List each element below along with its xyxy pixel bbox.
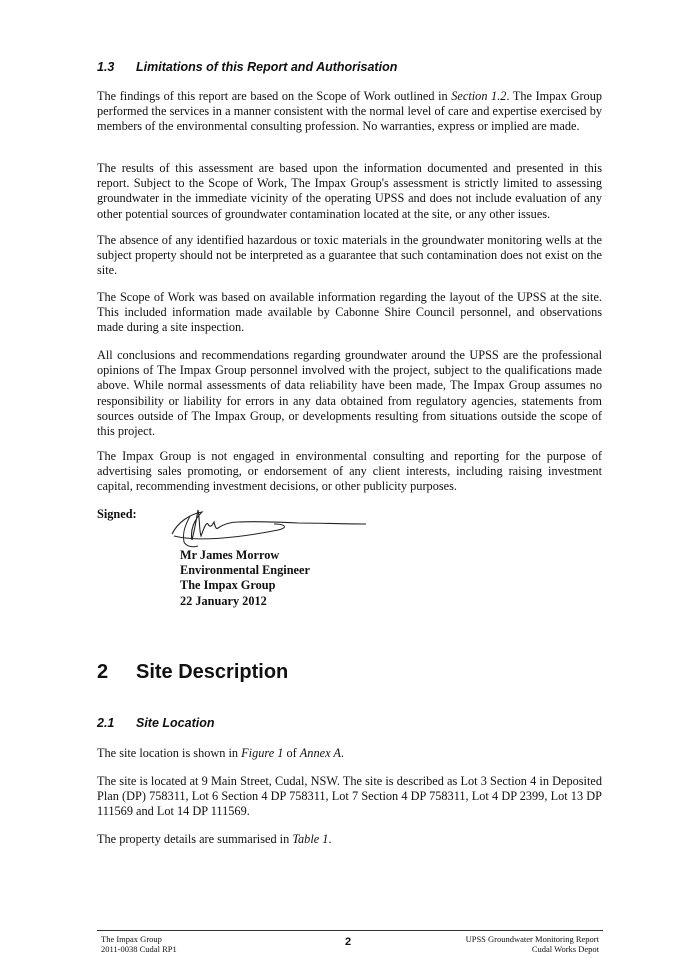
text: . — [328, 832, 332, 846]
text: The findings of this report are based on the Scope of Work outlined in — [97, 89, 452, 103]
section-reference: Section 1.2 — [451, 89, 507, 103]
signature-block — [180, 548, 310, 609]
signatory-name: Mr James Morrow — [180, 548, 280, 562]
text: of — [283, 746, 300, 760]
text: The property details are summarised in — [97, 832, 293, 846]
footer-company: The Impax Group — [101, 934, 162, 944]
footer-report-title: UPSS Groundwater Monitoring Report — [465, 934, 599, 944]
section-title: Site Description — [136, 661, 289, 683]
section-heading-2-1 — [97, 716, 214, 730]
signatory-company: The Impax Group — [180, 578, 276, 593]
paragraph-absence: The absence of any identified hazardous or toxic materials in the groundwater monitoring wells at the subject property should not be interpreted as a guarantee that such contamination does not exist on the site. — [97, 233, 602, 278]
text: . The Impax Group performed the services in a manner consistent with the normal level of care and expertise exercised by members of the environmental consulting profession. No warranties, express or implied are made. — [97, 89, 602, 134]
section-heading-2 — [97, 661, 288, 684]
section-number: 2 — [97, 661, 109, 683]
page-number: 2 — [345, 936, 352, 948]
paragraph-not-engaged: The Impax Group is not engaged in environmental consulting and reporting for the purpose of advertising sales promoting, or endorsement of any client interests, including raising investment capital, recommending investment decisions, or other publicity purposes. — [97, 449, 602, 494]
signed-label: Signed: — [97, 507, 137, 521]
section-number: 1.3 — [97, 60, 115, 74]
paragraph-property-details — [97, 832, 602, 847]
signatory-role: Environmental Engineer — [180, 563, 310, 578]
paragraph-scope: The Scope of Work was based on available information regarding the layout of the UPSS at the site. This included information made available by Cabonne Shire Council personnel, and observations made during a site inspection. — [97, 290, 602, 335]
section-heading-1-3 — [97, 60, 397, 74]
footer-site-name: Cudal Works Depot — [531, 944, 599, 954]
handwritten-signature — [168, 502, 368, 552]
table-reference: Table 1 — [292, 832, 329, 846]
footer-right — [466, 934, 599, 954]
paragraph-conclusions: All conclusions and recommendations regarding groundwater around the UPSS are the professional opinions of The Impax Group personnel involved with the project, subject to the qualifications made above. While normal assessments of data reliability have been made, The Impax Group assumes no responsibility or liability for errors in any data obtained from regulatory agencies, statements from sources outside of The Impax Group, or developments resulting from situations outside the scope of this project. — [97, 348, 602, 439]
footer-divider — [97, 930, 603, 931]
figure-reference: Figure 1 — [241, 746, 284, 760]
section-title: Site Location — [136, 716, 215, 730]
text: . — [340, 746, 344, 760]
footer-doc-id: 2011-0038 Cudal RP1 — [101, 944, 177, 954]
text: The site location is shown in — [97, 746, 242, 760]
paragraph-findings — [97, 89, 602, 135]
section-number: 2.1 — [97, 716, 115, 730]
paragraph-results: The results of this assessment are based upon the information documented and presented in this report. Subject to the Scope of Work, The Impax Group's assessment is strictly limited to assessing groundwater in the immediate vicinity of the operating UPSS and does not include evaluation of any other potential sources of groundwater contamination located at the site, or any other issues. — [97, 161, 602, 221]
section-title: Limitations of this Report and Authorisation — [136, 60, 398, 74]
annex-reference: Annex A — [299, 746, 341, 760]
signature-date: 22 January 2012 — [180, 593, 267, 608]
footer-left — [101, 934, 177, 954]
paragraph-site-address: The site is located at 9 Main Street, Cudal, NSW. The site is described as Lot 3 Section 4 in Deposited Plan (DP) 758311, Lot 6 Section 4 DP 758311, Lot 7 Section 4 DP 758311, Lot 4 DP 2399, Lot 13 DP 111569 and Lot 14 DP 111569. — [97, 774, 602, 819]
paragraph-site-location — [97, 746, 602, 761]
